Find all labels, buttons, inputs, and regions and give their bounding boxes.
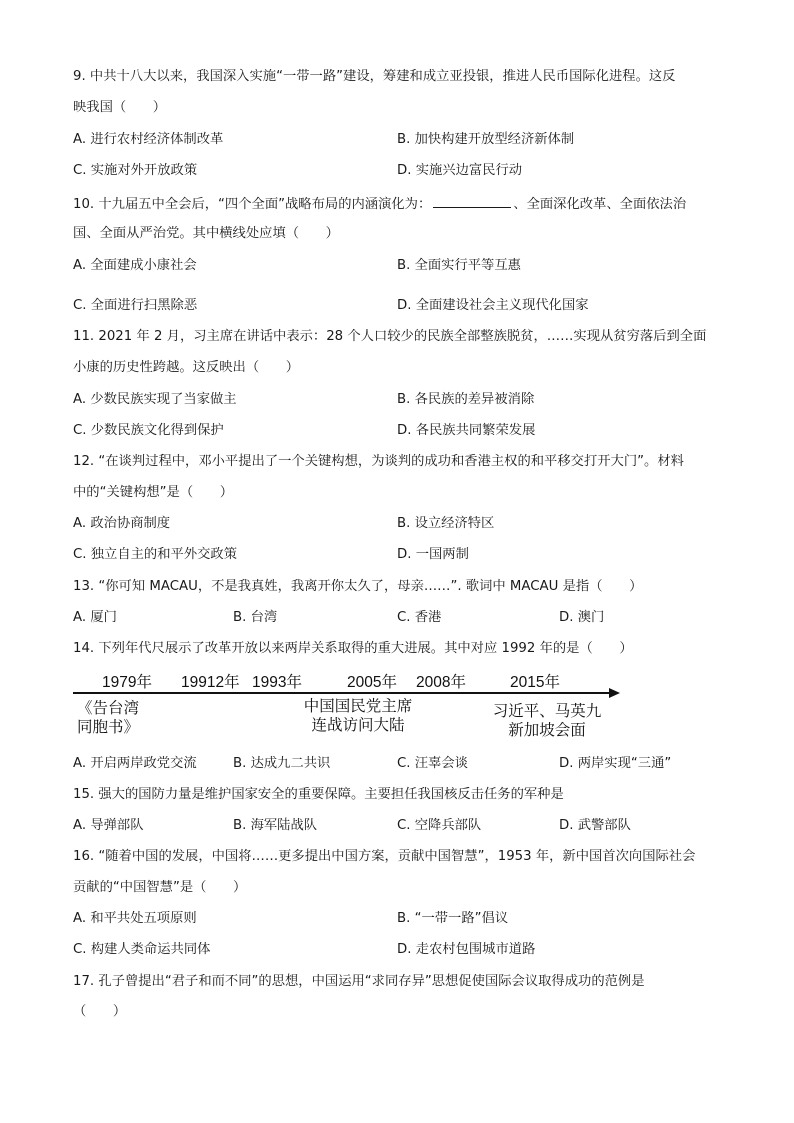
q11-stem-line2: 小康的历史性跨越。这反映出（ ） bbox=[73, 360, 300, 375]
q11-option-a: A. 少数民族实现了当家做主 bbox=[73, 392, 237, 407]
q10-stem-part2: 、全面深化改革、全面依法治 bbox=[513, 197, 687, 212]
q12-option-d: D. 一国两制 bbox=[397, 547, 469, 562]
q15-stem-line1: 15. 强大的国防力量是维护国家安全的重要保障。主要担任我国核反击任务的军种是 bbox=[73, 787, 564, 802]
q14-stem-line1: 14. 下列年代尺展示了改革开放以来两岸关系取得的重大进展。其中对应 1992 年的是（ ） bbox=[73, 641, 633, 656]
timeline-event-1979-line2: 同胞书》 bbox=[77, 719, 140, 736]
q10-stem-line1 bbox=[73, 193, 686, 215]
timeline-event-2005-line1: 中国国民党主席 bbox=[303, 698, 413, 715]
q14-option-d: D. 两岸实现“三通” bbox=[559, 756, 672, 771]
timeline-year-1979: 1979年 bbox=[102, 674, 152, 691]
q17-stem-line2: （ ） bbox=[73, 1004, 127, 1019]
timeline-year-2005: 2005年 bbox=[347, 674, 397, 691]
q11-option-d: D. 各民族共同繁荣发展 bbox=[397, 423, 536, 438]
q14-option-c: C. 汪辜会谈 bbox=[397, 756, 468, 771]
q13-option-b: B. 台湾 bbox=[233, 610, 278, 625]
q10-option-c: C. 全面进行扫黑除恶 bbox=[73, 298, 198, 313]
q11-stem-line1: 11. 2021 年 2 月，习主席在讲话中表示：28 个人口较少的民族全部整族脱贫，……实现从贫穷落后到全面 bbox=[73, 329, 707, 344]
q15-option-c: C. 空降兵部队 bbox=[397, 818, 482, 833]
timeline-year-2008: 2008年 bbox=[416, 674, 466, 691]
timeline-event-2015-line2: 新加坡会面 bbox=[508, 722, 586, 739]
timeline-event-1979 bbox=[77, 699, 139, 737]
timeline-year-1993: 1993年 bbox=[252, 674, 302, 691]
q16-stem-line2: 贡献的“中国智慧”是（ ） bbox=[73, 880, 247, 895]
q13-option-c: C. 香港 bbox=[397, 610, 442, 625]
q13-stem-line1: 13. “你可知 MACAU，不是我真姓，我离开你太久了，母亲……”. 歌词中 MACAU 是指（ ） bbox=[73, 579, 643, 594]
q11-option-c: C. 少数民族文化得到保护 bbox=[73, 423, 224, 438]
q9-option-b: B. 加快构建开放型经济新体制 bbox=[397, 132, 575, 147]
timeline-event-2005-line2: 连战访问大陆 bbox=[311, 717, 405, 734]
q15-option-d: D. 武警部队 bbox=[559, 818, 631, 833]
q12-option-b: B. 设立经济特区 bbox=[397, 516, 495, 531]
timeline-year-19912: 19912年 bbox=[181, 674, 240, 691]
q9-option-c: C. 实施对外开放政策 bbox=[73, 163, 198, 178]
timeline-event-2015-line1: 习近平、马英九 bbox=[492, 703, 602, 720]
q15-option-b: B. 海军陆战队 bbox=[233, 818, 318, 833]
q16-option-b: B. “一带一路”倡议 bbox=[397, 911, 509, 926]
q13-option-d: D. 澳门 bbox=[559, 610, 605, 625]
q16-stem-line1: 16. “随着中国的发展，中国将……更多提出中国方案，贡献中国智慧”，1953 年，新中国首次向国际社会 bbox=[73, 849, 696, 864]
q10-stem-line2: 国、全面从严治党。其中横线处应填（ ） bbox=[73, 226, 339, 241]
q16-option-a: A. 和平共处五项原则 bbox=[73, 911, 197, 926]
q9-option-a: A. 进行农村经济体制改革 bbox=[73, 132, 224, 147]
q14-option-a: A. 开启两岸政党交流 bbox=[73, 756, 197, 771]
timeline-event-2005 bbox=[293, 697, 423, 735]
q16-option-d: D. 走农村包围城市道路 bbox=[397, 942, 536, 957]
q12-option-a: A. 政治协商制度 bbox=[73, 516, 171, 531]
q10-fill-blank bbox=[433, 193, 511, 208]
q10-option-d: D. 全面建设社会主义现代化国家 bbox=[397, 298, 589, 313]
q12-stem-line1: 12. “在谈判过程中，邓小平提出了一个关键构想，为谈判的成功和香港主权的和平移交打开大门”。材料 bbox=[73, 454, 684, 469]
q10-option-b: B. 全面实行平等互惠 bbox=[397, 258, 521, 273]
q10-stem-part1: 10. 十九届五中全会后，“四个全面”战略布局的内涵演化为： bbox=[73, 197, 432, 212]
q9-stem-line1: 9. 中共十八大以来，我国深入实施“一带一路”建设，筹建和成立亚投银，推进人民币国际化进程。这反 bbox=[73, 69, 676, 84]
timeline-event-1979-line1: 《告台湾 bbox=[77, 700, 140, 717]
q11-option-b: B. 各民族的差异被消除 bbox=[397, 392, 535, 407]
q10-option-a: A. 全面建成小康社会 bbox=[73, 258, 197, 273]
q17-stem-line1: 17. 孔子曾提出“君子和而不同”的思想，中国运用“求同存异”思想促使国际会议取得成功的范例是 bbox=[73, 974, 645, 989]
q9-stem-line2: 映我国（ ） bbox=[73, 100, 167, 115]
q16-option-c: C. 构建人类命运共同体 bbox=[73, 942, 211, 957]
q14-option-b: B. 达成九二共识 bbox=[233, 756, 331, 771]
timeline-year-2015: 2015年 bbox=[510, 674, 560, 691]
q12-option-c: C. 独立自主的和平外交政策 bbox=[73, 547, 238, 562]
q15-option-a: A. 导弹部队 bbox=[73, 818, 144, 833]
q9-option-d: D. 实施兴边富民行动 bbox=[397, 163, 523, 178]
timeline-event-2015 bbox=[477, 702, 617, 740]
q12-stem-line2: 中的“关键构想”是（ ） bbox=[73, 485, 234, 500]
q13-option-a: A. 厦门 bbox=[73, 610, 117, 625]
